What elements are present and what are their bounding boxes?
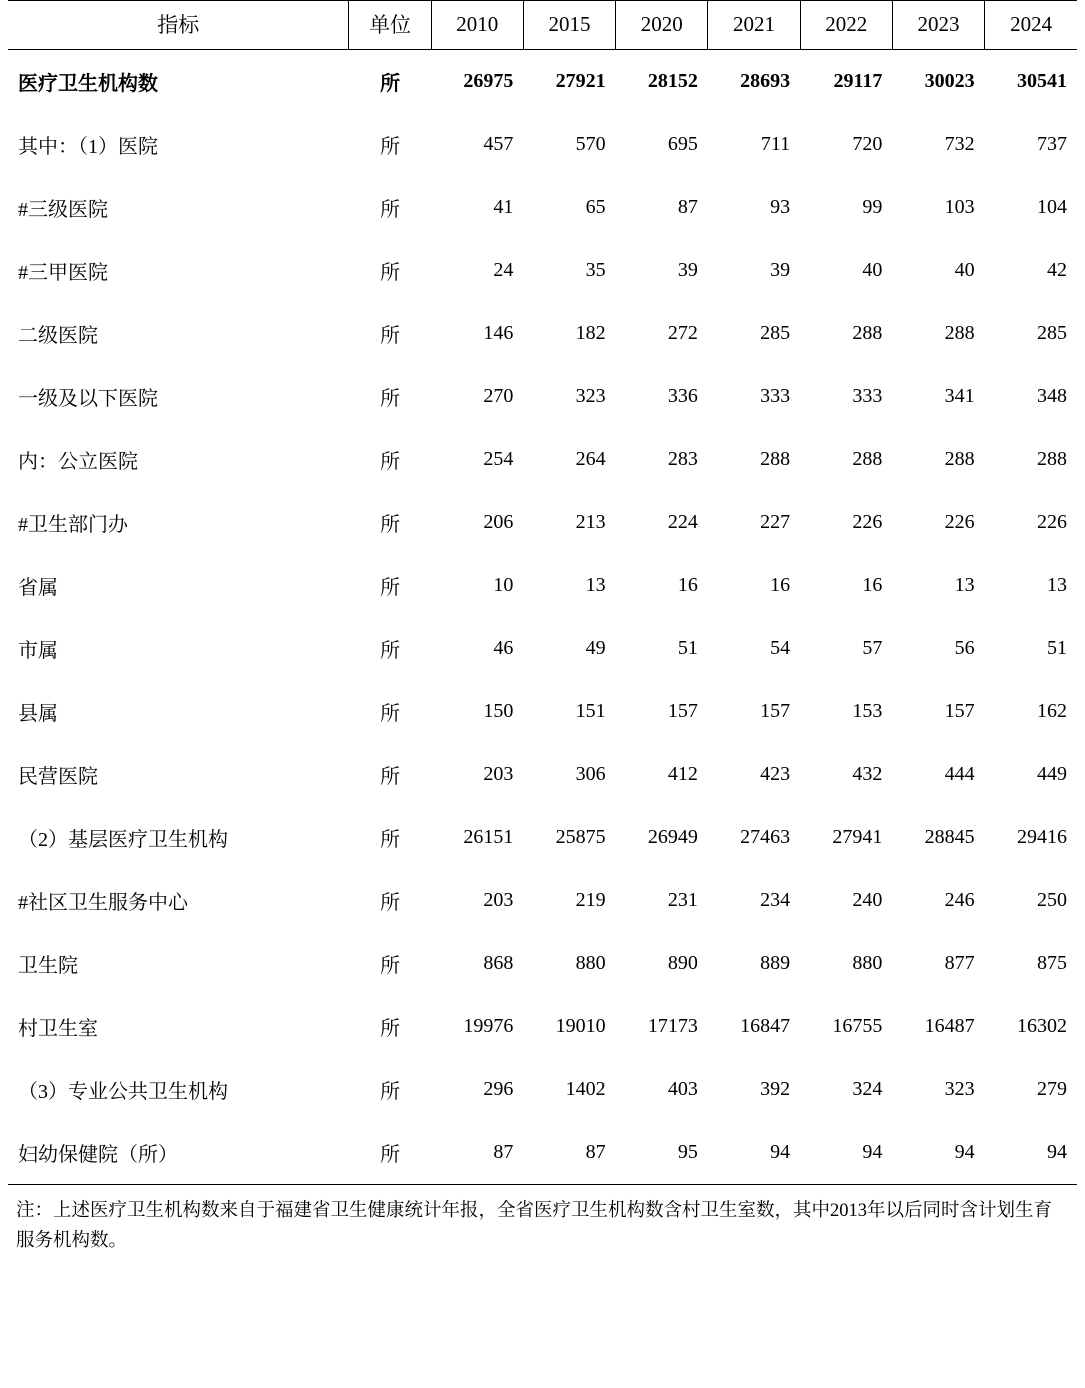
row-label: #三级医院 [18,199,108,221]
cell-2022: 880 [852,952,883,974]
table-row [8,1058,1077,1121]
cell-2020: 51 [677,637,698,659]
cell-2010: 203 [483,763,514,785]
cell-2024: 250 [1037,889,1067,911]
row-label: 妇幼保健院（所） [8,1121,349,1185]
row-unit: 所 [349,1121,431,1185]
cell-2015: 19010 [555,1015,606,1037]
cell-2010: 868 [483,952,514,974]
cell-2023: 16487 [924,1015,975,1037]
cell-2022: 99 [862,196,883,218]
row-label: 一级及以下医院 [18,388,158,410]
cell-2020: 336 [667,385,698,407]
cell-2020: 224 [667,511,698,533]
row-unit: 所 [380,262,401,284]
table-row [8,806,1077,869]
cell-2022: 324 [852,1078,883,1100]
table-row [8,680,1077,743]
cell-2023: 28845 [924,826,975,848]
cell-2015: 13 [585,574,606,596]
row-unit: 所 [380,1081,401,1103]
cell-2010: 26975 [463,70,514,92]
cell-2015: 151 [575,700,606,722]
cell-2024: 226 [1037,511,1067,533]
cell-2023: 40 [954,259,975,281]
cell-2022: 288 [852,322,883,344]
row-unit: 所 [380,1018,401,1040]
table-row [8,113,1077,176]
cell-2022: 27941 [832,826,883,848]
cell-2020: 695 [667,133,698,155]
row-label: 内：公立医院 [18,451,138,473]
cell-2015: 65 [585,196,606,218]
row-label: （3）专业公共卫生机构 [18,1081,228,1103]
cell-2010: 206 [483,511,514,533]
row-unit: 所 [380,955,401,977]
cell-2010: 457 [483,133,514,155]
table-footnote: 注：上述医疗卫生机构数来自于福建省卫生健康统计年报，全省医疗卫生机构数含村卫生室数，其中2013年以后同时含计划生育服务机构数。 [16,1201,1053,1251]
cell-2015: 49 [585,637,606,659]
cell-2022: 57 [862,637,883,659]
cell-2024: 737 [1037,133,1067,155]
cell-2020: 87 [677,196,698,218]
cell-2021: 392 [760,1078,791,1100]
cell-2020: 403 [667,1078,698,1100]
table-row [8,365,1077,428]
row-unit: 所 [380,703,401,725]
table-row [8,239,1077,302]
cell-2021: 28693 [740,70,791,92]
cell-2022: 333 [852,385,883,407]
row-label: 民营医院 [18,766,98,788]
cell-2010: 296 [483,1078,514,1100]
cell-2020: 157 [667,700,698,722]
cell-2010: 10 [493,574,514,596]
cell-2020: 231 [667,889,698,911]
table-row [8,743,1077,806]
header-year-2022: 2022 [800,1,892,50]
cell-2010: 270 [483,385,514,407]
cell-2015: 25875 [555,826,606,848]
cell-2010: 41 [493,196,514,218]
cell-2015: 27921 [555,70,606,92]
cell-2020: 28152 [647,70,698,92]
cell-2022: 288 [852,448,883,470]
cell-2021: 711 [760,133,791,155]
row-label: 市属 [18,640,58,662]
row-unit: 所 [380,577,401,599]
cell-2023: 288 [944,448,975,470]
header-year-2023: 2023 [892,1,984,50]
cell-2023: 157 [944,700,975,722]
cell-2023: 288 [944,322,975,344]
row-label: #社区卫生服务中心 [18,892,188,914]
cell-2020: 283 [667,448,698,470]
cell-2010: 203 [483,889,514,911]
cell-2010: 19976 [463,1015,514,1037]
cell-2021: 288 [760,448,791,470]
table-body [8,50,1077,1185]
header-year-2020: 2020 [616,1,708,50]
cell-2023: 444 [944,763,975,785]
cell-2024: 348 [1037,385,1067,407]
cell-2023: 94 [892,1121,984,1185]
cell-2021: 889 [760,952,791,974]
cell-2010: 146 [483,322,514,344]
row-label: 卫生院 [18,955,78,977]
row-label: #卫生部门办 [18,514,128,536]
cell-2020: 272 [667,322,698,344]
row-label: 其中：（1）医院 [18,136,158,158]
cell-2024: 162 [1037,700,1067,722]
cell-2010: 46 [493,637,514,659]
cell-2022: 153 [852,700,883,722]
cell-2022: 29117 [833,70,883,92]
cell-2024: 51 [1047,637,1067,659]
cell-2015: 570 [575,133,606,155]
header-year-2015: 2015 [523,1,615,50]
cell-2024: 449 [1037,763,1067,785]
row-label: 村卫生室 [18,1018,98,1040]
row-unit: 所 [380,640,401,662]
cell-2021: 227 [760,511,791,533]
cell-2015: 35 [585,259,606,281]
cell-2024: 285 [1037,322,1067,344]
table-row [8,491,1077,554]
header-indicator: 指标 [8,1,349,50]
cell-2024: 16302 [1017,1015,1067,1037]
cell-2021: 27463 [740,826,791,848]
cell-2020: 39 [677,259,698,281]
health-institutions-table [8,0,1077,1185]
cell-2023: 341 [944,385,975,407]
row-unit: 所 [380,766,401,788]
row-unit: 所 [380,829,401,851]
cell-2020: 26949 [647,826,698,848]
cell-2022: 720 [852,133,883,155]
row-unit: 所 [380,73,401,95]
cell-2024: 875 [1037,952,1067,974]
table-row [8,50,1077,114]
cell-2021: 94 [708,1121,800,1185]
cell-2015: 219 [575,889,606,911]
table-row [8,932,1077,995]
cell-2022: 240 [852,889,883,911]
header-unit: 单位 [349,1,431,50]
cell-2024: 104 [1037,196,1067,218]
cell-2024: 42 [1047,259,1067,281]
cell-2015: 182 [575,322,606,344]
cell-2023: 13 [954,574,975,596]
cell-2023: 323 [944,1078,975,1100]
table-row [8,1121,1077,1185]
row-unit: 所 [380,199,401,221]
cell-2023: 30023 [924,70,975,92]
cell-2021: 157 [760,700,791,722]
cell-2010: 24 [493,259,514,281]
cell-2010: 254 [483,448,514,470]
cell-2021: 39 [770,259,791,281]
row-unit: 所 [380,325,401,347]
cell-2024: 13 [1047,574,1067,596]
cell-2023: 226 [944,511,975,533]
table-row [8,176,1077,239]
cell-2021: 16 [770,574,791,596]
row-unit: 所 [380,892,401,914]
cell-2015: 880 [575,952,606,974]
cell-2010: 26151 [463,826,514,848]
header-year-2010: 2010 [431,1,523,50]
table-row [8,617,1077,680]
cell-2010: 87 [431,1121,523,1185]
cell-2010: 150 [483,700,514,722]
cell-2015: 306 [575,763,606,785]
cell-2024: 288 [1037,448,1067,470]
cell-2020: 17173 [647,1015,698,1037]
cell-2021: 16847 [740,1015,791,1037]
cell-2023: 103 [944,196,975,218]
row-unit: 所 [380,388,401,410]
row-unit: 所 [380,451,401,473]
cell-2021: 333 [760,385,791,407]
cell-2024: 29416 [1017,826,1067,848]
cell-2021: 93 [770,196,791,218]
cell-2024: 279 [1037,1078,1067,1100]
row-label: 医疗卫生机构数 [18,73,158,95]
table-row [8,302,1077,365]
row-label: 县属 [18,703,58,725]
header-row [8,1,1077,50]
cell-2020: 95 [616,1121,708,1185]
cell-2022: 94 [800,1121,892,1185]
cell-2015: 213 [575,511,606,533]
cell-2020: 16 [677,574,698,596]
table-row [8,554,1077,617]
table-row [8,869,1077,932]
cell-2022: 40 [862,259,883,281]
cell-2022: 432 [852,763,883,785]
cell-2020: 890 [667,952,698,974]
cell-2021: 54 [770,637,791,659]
cell-2023: 877 [944,952,975,974]
table-row [8,428,1077,491]
cell-2022: 16755 [832,1015,883,1037]
cell-2021: 423 [760,763,791,785]
row-label: 省属 [18,577,58,599]
cell-2015: 323 [575,385,606,407]
table-row [8,995,1077,1058]
row-unit: 所 [380,136,401,158]
cell-2015: 1402 [565,1078,606,1100]
row-label: （2）基层医疗卫生机构 [18,829,228,851]
cell-2015: 264 [575,448,606,470]
cell-2021: 285 [760,322,791,344]
row-label: #三甲医院 [18,262,108,284]
cell-2022: 226 [852,511,883,533]
cell-2023: 732 [944,133,975,155]
header-year-2024: 2024 [985,1,1077,50]
row-unit: 所 [380,514,401,536]
header-year-2021: 2021 [708,1,800,50]
cell-2022: 16 [862,574,883,596]
cell-2023: 56 [954,637,975,659]
cell-2023: 246 [944,889,975,911]
cell-2024: 30541 [1017,70,1067,92]
cell-2021: 234 [760,889,791,911]
cell-2015: 87 [523,1121,615,1185]
cell-2020: 412 [667,763,698,785]
cell-2024: 94 [985,1121,1077,1185]
row-label: 二级医院 [18,325,98,347]
table-header [8,1,1077,50]
